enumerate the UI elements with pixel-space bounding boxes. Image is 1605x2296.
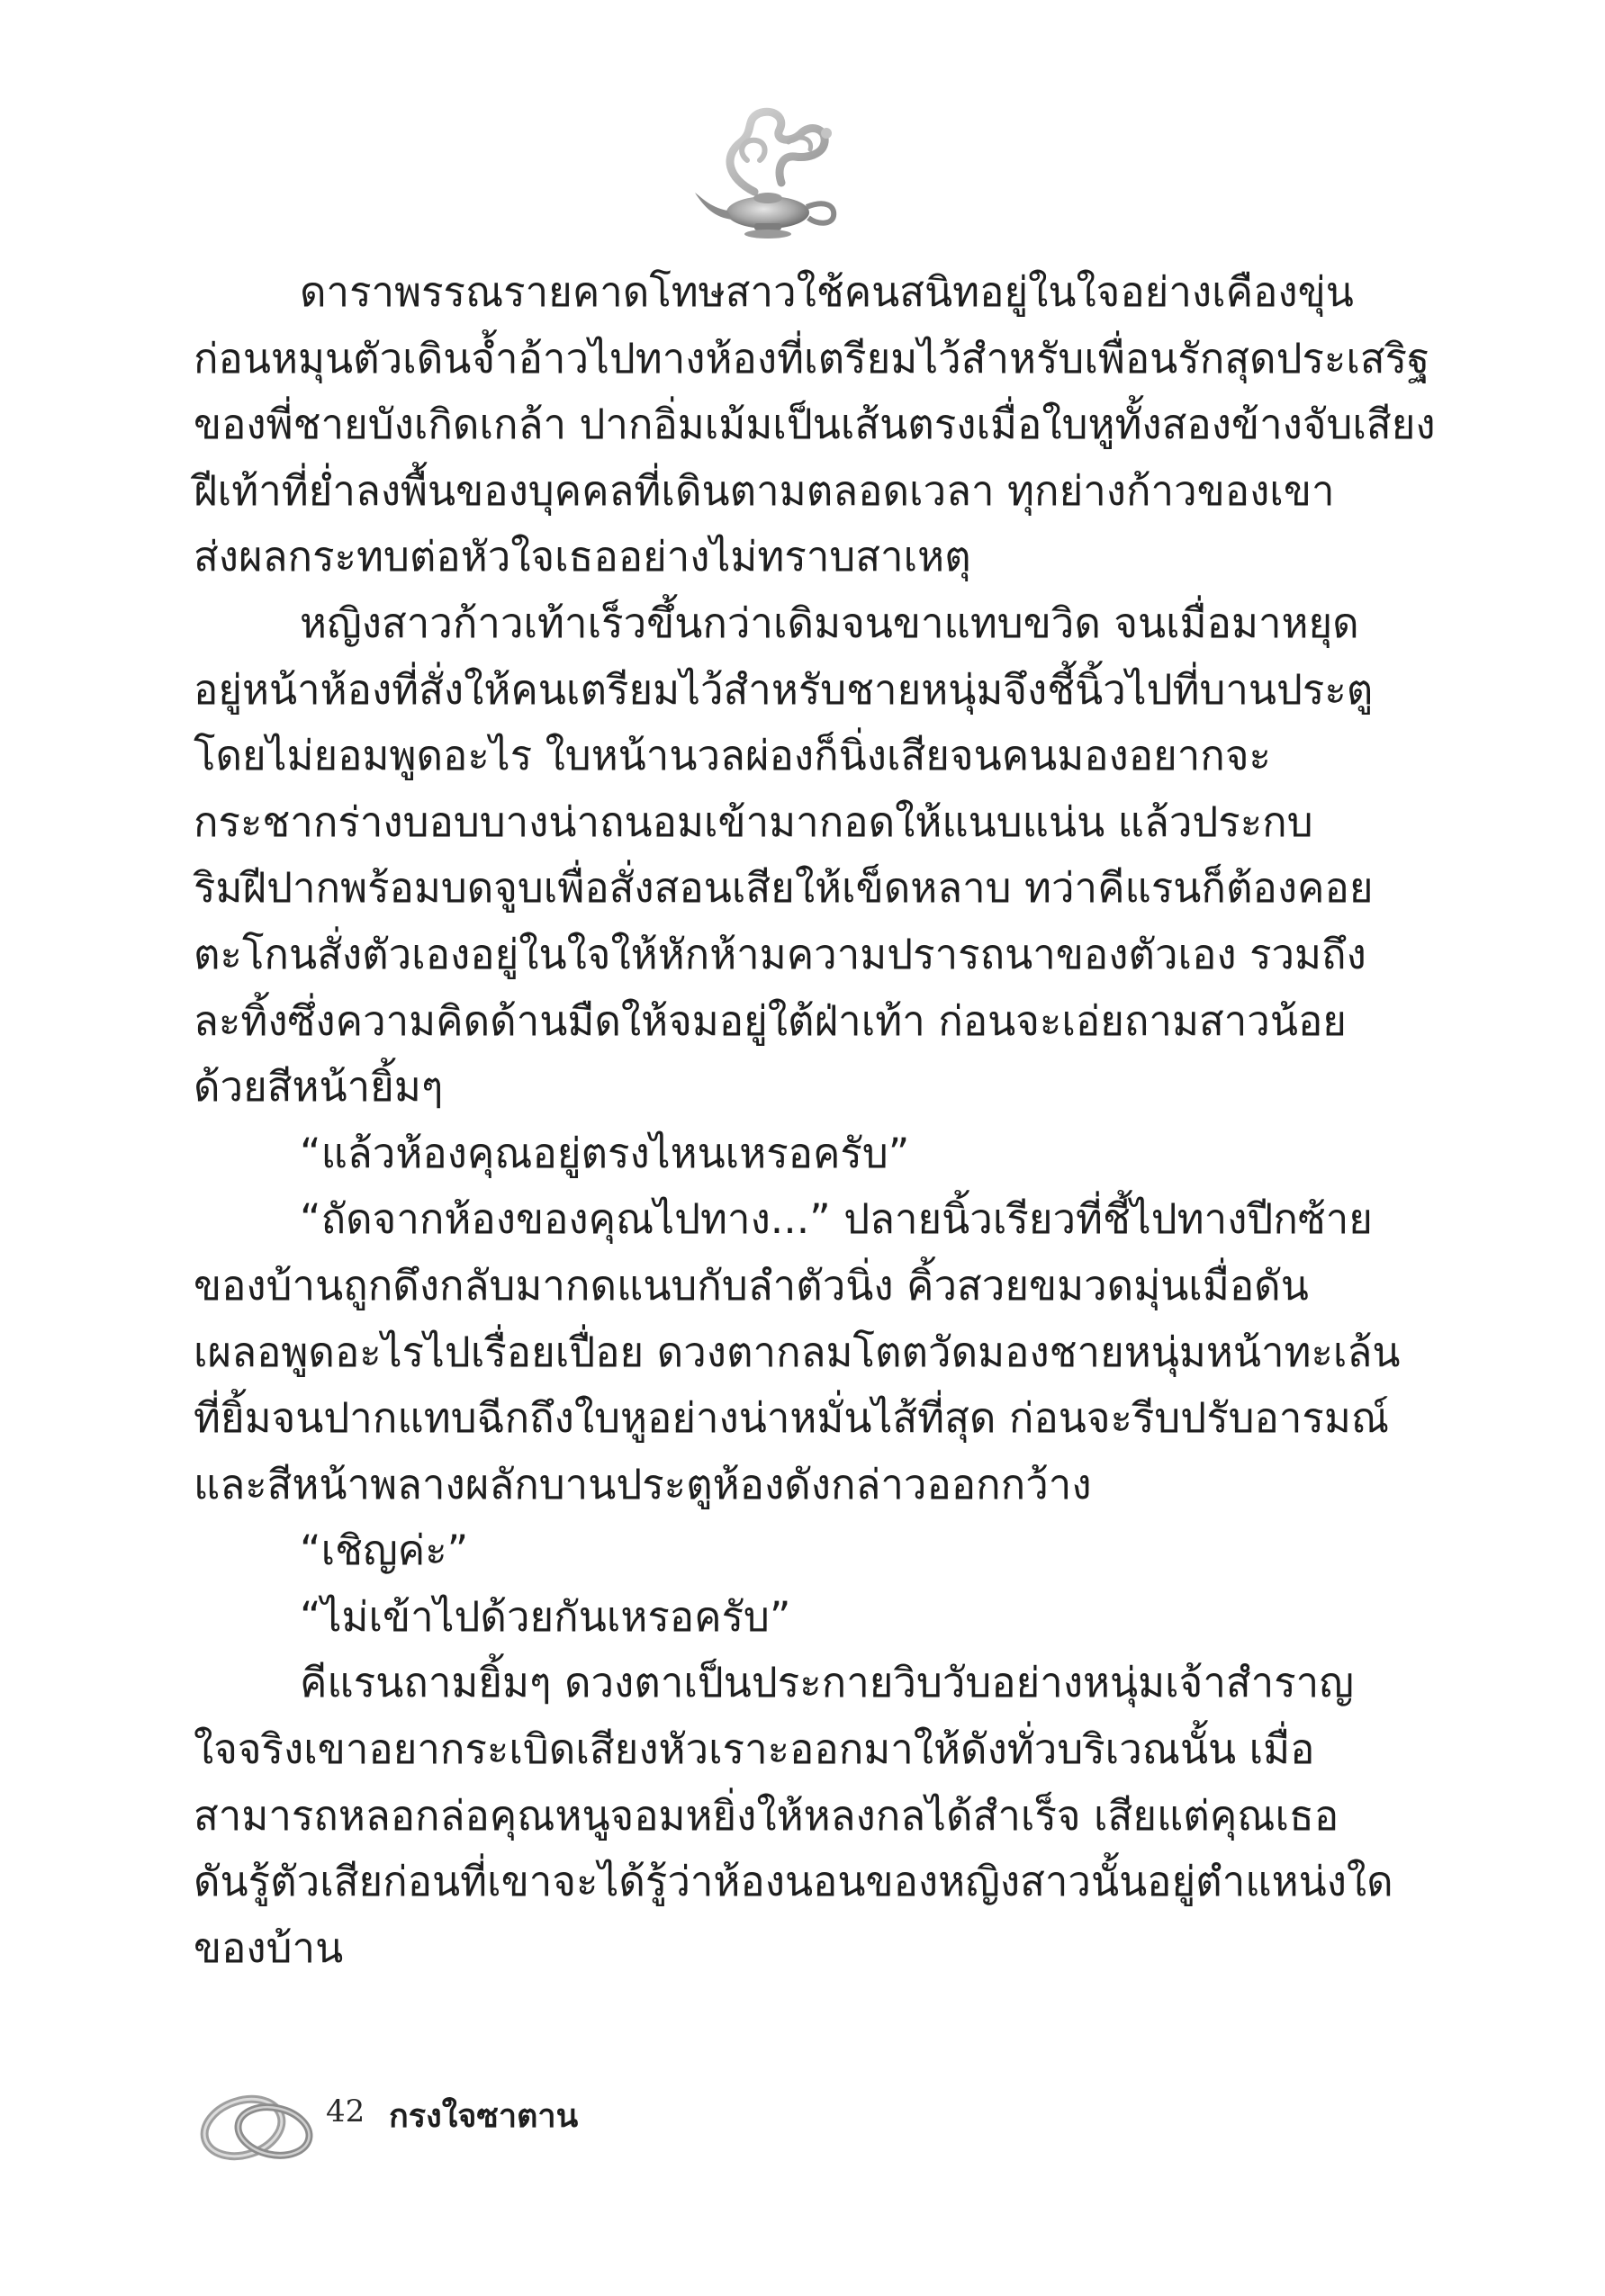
wedding-rings-icon	[191, 2072, 330, 2171]
text-line: “เชิญค่ะ”	[300, 1526, 469, 1575]
text-line: ฝีเท้าที่ย่ำลงพื้นของบุคคลที่เดินตามตลอดเวลา ทุกย่างก้าวของเขา	[194, 466, 1335, 515]
text-line: ของบ้านถูกดึงกลับมากดแนบกับลำตัวนิ่ง คิ้วสวยขมวดมุ่นเมื่อดัน	[194, 1261, 1309, 1310]
text-line: ที่ยิ้มจนปากแทบฉีกถึงใบหูอย่างน่าหมั่นไส้ที่สุด ก่อนจะรีบปรับอารมณ์	[194, 1394, 1390, 1443]
text-line: ของพี่ชายบังเกิดเกล้า ปากอิ่มเม้มเป็นเส้นตรงเมื่อใบหูทั้งสองข้างจับเสียง	[194, 401, 1436, 449]
text-line: หญิงสาวก้าวเท้าเร็วขึ้นกว่าเดิมจนขาแทบขวิด จนเมื่อมาหยุด	[300, 599, 1359, 647]
text-line: ของบ้าน	[194, 1923, 344, 1972]
text-line: เผลอพูดอะไรไปเรื่อยเปื่อย ดวงตากลมโตตวัดมองชายหนุ่มหน้าทะเล้น	[194, 1328, 1401, 1376]
text-line: “ถัดจากห้องของคุณไปทาง...” ปลายนิ้วเรียวที่ชี้ไปทางปีกซ้าย	[300, 1195, 1373, 1244]
text-line: ริมฝีปากพร้อมบดจูบเพื่อสั่งสอนเสียให้เข็ดหลาบ ทว่าคีแรนก็ต้องคอย	[194, 864, 1374, 913]
body-text	[194, 259, 1436, 1981]
text-line: “ไม่เข้าไปด้วยกันเหรอครับ”	[300, 1592, 791, 1641]
genie-lamp-icon	[691, 106, 844, 241]
book-title: กรงใจซาตาน	[389, 2098, 579, 2135]
text-line: ใจจริงเขาอยากระเบิดเสียงหัวเราะออกมาให้ดังทั่วบริเวณนั้น เมื่อ	[194, 1725, 1315, 1774]
text-line: ก่อนหมุนตัวเดินจ้ำอ้าวไปทางห้องที่เตรียมไว้สำหรับเพื่อนรักสุดประเสริฐ	[194, 334, 1430, 383]
text-line: ส่งผลกระทบต่อหัวใจเธออย่างไม่ทราบสาเหตุ	[194, 533, 971, 581]
text-line: “แล้วห้องคุณอยู่ตรงไหนเหรอครับ”	[300, 1129, 910, 1177]
text-line: อยู่หน้าห้องที่สั่งให้คนเตรียมไว้สำหรับชายหนุ่มจึงชี้นิ้วไปที่บานประตู	[194, 665, 1374, 714]
text-line: และสีหน้าพลางผลักบานประตูห้องดังกล่าวออกกว้าง	[194, 1460, 1092, 1508]
text-line: ดาราพรรณรายคาดโทษสาวใช้คนสนิทอยู่ในใจอย่างเคืองขุ่น	[300, 268, 1354, 316]
text-line: กระชากร่างบอบบางน่าถนอมเข้ามากอดให้แนบแน่น แล้วประกบ	[194, 797, 1313, 846]
text-line: ด้วยสีหน้ายิ้มๆ	[194, 1063, 444, 1112]
text-line: คีแรนถามยิ้มๆ ดวงตาเป็นประกายวิบวับอย่างหนุ่มเจ้าสำราญ	[300, 1659, 1354, 1707]
text-line: ดันรู้ตัวเสียก่อนที่เขาจะได้รู้ว่าห้องนอนของหญิงสาวนั้นอยู่ตำแหน่งใด	[194, 1858, 1393, 1906]
text-line: ละทิ้งซึ่งความคิดด้านมืดให้จมอยู่ใต้ฝ่าเท้า ก่อนจะเอ่ยถามสาวน้อย	[194, 996, 1347, 1045]
text-line: โดยไม่ยอมพูดอะไร ใบหน้านวลผ่องก็นิ่งเสียจนคนมองอยากจะ	[194, 732, 1271, 780]
text-line: สามารถหลอกล่อคุณหนูจอมหยิ่งให้หลงกลได้สำเร็จ เสียแต่คุณเธอ	[194, 1791, 1339, 1840]
page-footer	[191, 2072, 731, 2171]
text-line: ตะโกนสั่งตัวเองอยู่ในใจให้หักห้ามความปรารถนาของตัวเอง รวมถึง	[194, 930, 1366, 978]
page-number: 42	[326, 2093, 365, 2129]
